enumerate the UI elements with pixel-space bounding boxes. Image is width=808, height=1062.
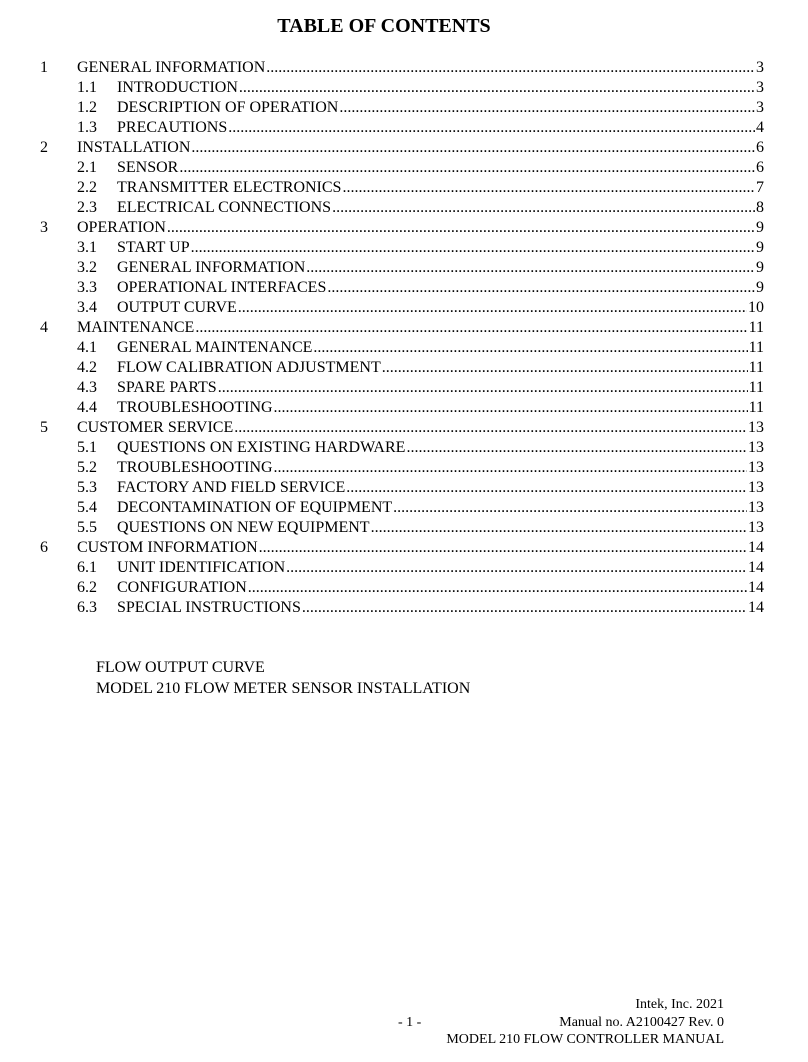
toc-dot-leader [218, 378, 748, 398]
toc-dot-leader [302, 598, 747, 618]
toc-dot-leader [327, 278, 755, 298]
toc-entry-number: 1.2 [77, 99, 97, 116]
toc-entry-line [117, 558, 764, 578]
toc-entry-line [117, 118, 764, 138]
toc-entry-number: 5.4 [77, 499, 97, 516]
appendix-item: FLOW OUTPUT CURVE [96, 659, 265, 676]
toc-dot-leader [313, 338, 747, 358]
toc-entry-line [117, 398, 764, 418]
toc-dot-leader [234, 418, 747, 438]
toc-entry-title: QUESTIONS ON NEW EQUIPMENT [117, 519, 370, 536]
toc-entry-title: DECONTAMINATION OF EQUIPMENT [117, 499, 393, 516]
toc-entry-number: 1 [40, 59, 48, 76]
toc-entry-line [117, 578, 764, 598]
toc-entry-number: 6.3 [77, 599, 97, 616]
toc-entry[interactable] [40, 518, 764, 538]
toc-entry-title: GENERAL INFORMATION [117, 259, 306, 276]
toc-entry-line [117, 158, 764, 178]
toc-entry-title: INTRODUCTION [117, 79, 238, 96]
toc-entry[interactable] [40, 278, 764, 298]
page-title: TABLE OF CONTENTS [277, 15, 491, 37]
toc-entry[interactable] [40, 218, 764, 238]
toc-entry-title: FLOW CALIBRATION ADJUSTMENT [117, 359, 381, 376]
toc-entry-page: 4 [756, 119, 764, 136]
toc-dot-leader [306, 258, 755, 278]
toc-dot-leader [191, 138, 755, 158]
toc-dot-leader [342, 178, 755, 198]
toc-dot-leader [228, 118, 755, 138]
toc-entry[interactable] [40, 138, 764, 158]
toc-entry-page: 13 [748, 519, 764, 536]
toc-entry-page: 7 [756, 179, 764, 196]
toc-dot-leader [393, 498, 747, 518]
toc-entry-number: 2 [40, 139, 48, 156]
toc-entry[interactable] [40, 598, 764, 618]
toc-entry-title: TRANSMITTER ELECTRONICS [117, 179, 342, 196]
toc-dot-leader [274, 458, 747, 478]
toc-entry[interactable] [40, 238, 764, 258]
toc-entry-title: CONFIGURATION [117, 579, 247, 596]
toc-entry-page: 6 [756, 139, 764, 156]
toc-dot-leader [339, 98, 755, 118]
toc-entry[interactable] [40, 158, 764, 178]
toc-entry-page: 11 [748, 399, 764, 416]
toc-entry-page: 6 [756, 159, 764, 176]
toc-entry-line [77, 138, 764, 158]
toc-entry[interactable] [40, 398, 764, 418]
toc-entry-title: TROUBLESHOOTING [117, 459, 273, 476]
toc-entry-page: 3 [756, 79, 764, 96]
toc-entry[interactable] [40, 98, 764, 118]
toc-entry-page: 10 [748, 299, 764, 316]
toc-entry-line [117, 98, 764, 118]
toc-entry-page: 11 [748, 319, 764, 336]
toc-entry-title: OPERATION [77, 219, 166, 236]
toc-entry-number: 4.3 [77, 379, 97, 396]
toc-entry-page: 3 [756, 99, 764, 116]
toc-entry-line [117, 298, 764, 318]
toc-entry-title: CUSTOM INFORMATION [77, 539, 258, 556]
toc-entry-page: 11 [748, 359, 764, 376]
toc-entry-line [117, 598, 764, 618]
toc-dot-leader [191, 238, 755, 258]
toc-dot-leader [248, 578, 747, 598]
toc-entry-line [77, 318, 764, 338]
toc-entry-title: CUSTOMER SERVICE [77, 419, 234, 436]
toc-entry-title: OPERATIONAL INTERFACES [117, 279, 327, 296]
toc-entry-page: 11 [748, 379, 764, 396]
toc-entry-page: 14 [748, 559, 764, 576]
toc-entry-title: START UP [117, 239, 190, 256]
toc-entry-line [117, 358, 764, 378]
toc-entry-page: 8 [756, 199, 764, 216]
toc-entry[interactable] [40, 78, 764, 98]
toc-entry[interactable] [40, 418, 764, 438]
toc-entry-number: 4.2 [77, 359, 97, 376]
toc-entry[interactable] [40, 298, 764, 318]
appendix-item: MODEL 210 FLOW METER SENSOR INSTALLATION [96, 680, 471, 697]
toc-entry-number: 4.4 [77, 399, 97, 416]
toc-entry-title: FACTORY AND FIELD SERVICE [117, 479, 346, 496]
toc-entry-title: PRECAUTIONS [117, 119, 228, 136]
toc-entry-page: 9 [756, 279, 764, 296]
toc-entry[interactable] [40, 458, 764, 478]
toc-entry-page: 14 [748, 599, 764, 616]
toc-entry-title: QUESTIONS ON EXISTING HARDWARE [117, 439, 406, 456]
toc-entry[interactable] [40, 438, 764, 458]
toc-entry-number: 6.1 [77, 559, 97, 576]
toc-entry-title: GENERAL MAINTENANCE [117, 339, 313, 356]
toc-entry-page: 13 [748, 459, 764, 476]
footer-company: Intek, Inc. 2021 [635, 997, 724, 1012]
toc-entry-number: 2.3 [77, 199, 97, 216]
toc-entry-page: 14 [748, 579, 764, 596]
toc-entry-page: 13 [748, 499, 764, 516]
toc-entry-number: 5.2 [77, 459, 97, 476]
toc-entry-number: 2.1 [77, 159, 97, 176]
toc-dot-leader [259, 538, 747, 558]
toc-entry-line [117, 518, 764, 538]
toc-dot-leader [238, 298, 747, 318]
toc-entry-title: DESCRIPTION OF OPERATION [117, 99, 339, 116]
toc-dot-leader [274, 398, 748, 418]
toc-dot-leader [332, 198, 755, 218]
toc-entry[interactable] [40, 538, 764, 558]
toc-dot-leader [346, 478, 747, 498]
toc-entry-title: SPECIAL INSTRUCTIONS [117, 599, 301, 616]
toc-entry-title: OUTPUT CURVE [117, 299, 237, 316]
toc-entry[interactable] [40, 558, 764, 578]
toc-dot-leader [382, 358, 748, 378]
toc-entry-number: 3 [40, 219, 48, 236]
toc-entry-number: 4.1 [77, 339, 97, 356]
toc-entry-line [77, 538, 764, 558]
toc-entry-page: 14 [748, 539, 764, 556]
toc-dot-leader [371, 518, 747, 538]
toc-entry-page: 9 [756, 239, 764, 256]
toc-entry-number: 3.1 [77, 239, 97, 256]
toc-dot-leader [167, 218, 755, 238]
toc-entry-page: 13 [748, 439, 764, 456]
toc-entry[interactable] [40, 338, 764, 358]
toc-dot-leader [266, 58, 755, 78]
footer-manual-number: Manual no. A2100427 Rev. 0 [559, 1015, 724, 1030]
toc-entry-line [117, 498, 764, 518]
toc-entry[interactable] [40, 118, 764, 138]
toc-entry-line [117, 78, 764, 98]
toc-entry-number: 3.2 [77, 259, 97, 276]
toc-entry-number: 3.4 [77, 299, 97, 316]
toc-entry-number: 3.3 [77, 279, 97, 296]
toc-dot-leader [406, 438, 747, 458]
toc-entry-line [117, 378, 764, 398]
footer-model: MODEL 210 FLOW CONTROLLER MANUAL [446, 1032, 724, 1047]
footer-page-number: - 1 - [398, 1015, 422, 1030]
toc-entry-line [117, 258, 764, 278]
toc-entry-page: 13 [748, 419, 764, 436]
toc-entry-number: 5.1 [77, 439, 97, 456]
toc-entry-line [117, 438, 764, 458]
toc-entry-title: SPARE PARTS [117, 379, 217, 396]
toc-entry-page: 9 [756, 259, 764, 276]
toc-entry-number: 5 [40, 419, 48, 436]
toc-entry-title: TROUBLESHOOTING [117, 399, 273, 416]
toc-entry-number: 6.2 [77, 579, 97, 596]
toc-entry-line [117, 198, 764, 218]
toc-entry-title: UNIT IDENTIFICATION [117, 559, 286, 576]
toc-entry-number: 6 [40, 539, 48, 556]
toc-entry[interactable] [40, 318, 764, 338]
toc-entry-line [77, 418, 764, 438]
toc-entry[interactable] [40, 578, 764, 598]
toc-entry-title: GENERAL INFORMATION [77, 59, 266, 76]
toc-entry-number: 2.2 [77, 179, 97, 196]
toc-entry-page: 13 [748, 479, 764, 496]
toc-entry[interactable] [40, 378, 764, 398]
toc-entry[interactable] [40, 358, 764, 378]
toc-entry[interactable] [40, 258, 764, 278]
toc-entry-number: 5.5 [77, 519, 97, 536]
toc-dot-leader [195, 318, 747, 338]
table-of-contents [40, 58, 764, 618]
toc-entry-line [77, 58, 764, 78]
toc-entry-line [117, 338, 764, 358]
toc-entry[interactable] [40, 498, 764, 518]
toc-entry-number: 4 [40, 319, 48, 336]
toc-entry-line [117, 278, 764, 298]
toc-entry-line [117, 178, 764, 198]
toc-entry-title: ELECTRICAL CONNECTIONS [117, 199, 332, 216]
toc-entry[interactable] [40, 478, 764, 498]
toc-entry-number: 1.1 [77, 79, 97, 96]
toc-dot-leader [239, 78, 755, 98]
appendix-list [96, 657, 470, 699]
toc-entry-number: 5.3 [77, 479, 97, 496]
toc-entry-title: SENSOR [117, 159, 179, 176]
toc-entry[interactable] [40, 198, 764, 218]
toc-entry[interactable] [40, 58, 764, 78]
toc-dot-leader [179, 158, 755, 178]
toc-entry-line [117, 458, 764, 478]
toc-entry-page: 9 [756, 219, 764, 236]
toc-entry-title: INSTALLATION [77, 139, 191, 156]
toc-entry-title: MAINTENANCE [77, 319, 195, 336]
toc-entry-line [117, 238, 764, 258]
toc-entry-page: 11 [748, 339, 764, 356]
toc-entry[interactable] [40, 178, 764, 198]
toc-entry-page: 3 [756, 59, 764, 76]
toc-entry-number: 1.3 [77, 119, 97, 136]
toc-dot-leader [286, 558, 747, 578]
toc-entry-line [77, 218, 764, 238]
toc-entry-line [117, 478, 764, 498]
